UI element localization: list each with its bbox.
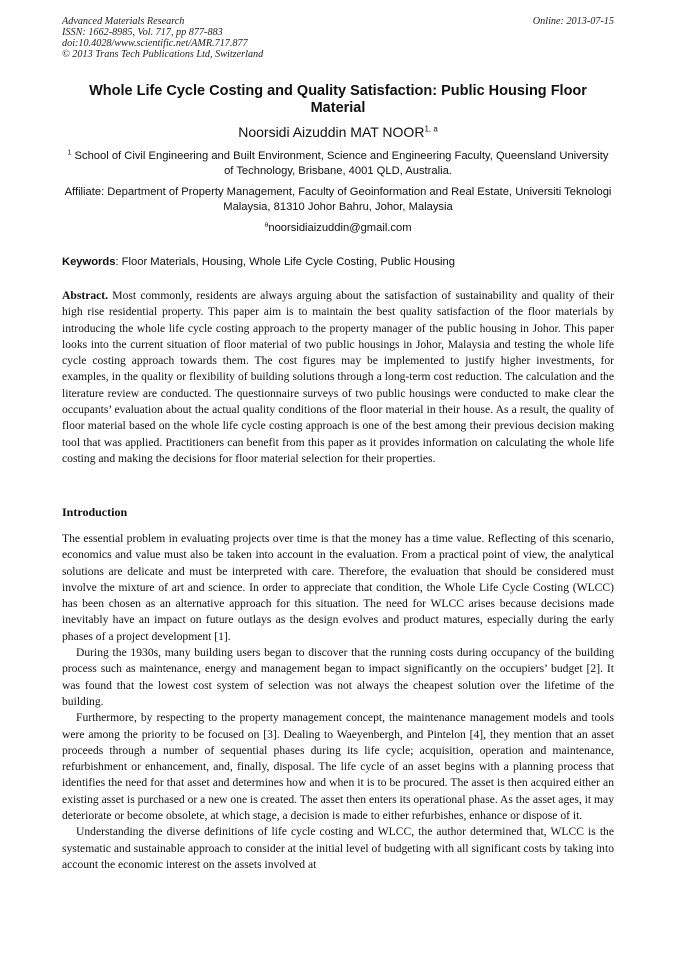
email-line (62, 221, 614, 236)
journal-issn: ISSN: 1662-8985, Vol. 717, pp 877-883 (62, 27, 223, 38)
introduction-heading: Introduction (62, 505, 128, 519)
abstract-text: Most commonly, residents are always arguing about the satisfaction of sustainability and quality of their high rise residential property. This paper aim is to maintain the best quality satisfaction of the floor materials by introducing the whole life cycle costing approach to the property manager of the public housing in Johor. This paper looks into the current situation of floor material of two public housings in Johor, Malaysia and testing the whole life cycle costing approach towards them. The cost figures may be implemented to justify higher investments, for examples, in the quality or flexibility of building solutions through a long-term cost reduction. The calculation and the literature review are conducted. The questionnaire surveys of two public housings were conducted to make clear the occupants’ evaluation about the actual quality conditions of the floor material in their house. As a result, the quality of floor material based on the whole life cycle costing approach is one of the best among their previous decision making tool that was applied. Practitioners can benefit from this paper as it provides information on calculating the whole life costing and making the decisions for floor material selection for their properties. (62, 289, 614, 465)
intro-paragraph: Furthermore, by respecting to the property management concept, the maintenance management models and tools were among the priority to be focused on [3]. Dealing to Waeyenbergh, and Pintelon [4], they mention that an asset proceeds through a number of sequential phases during its life cycle; acquisition, operation and maintenance, refurbishment or enhancement, and, finally, disposal. The life cycle of an asset begins with a planning process that identifies the need for that asset and determines how and when it is to be procured. The asset is then acquired either an existing asset is purchased or a new one is created. The asset then enters its operational phase. As the asset ages, it may deteriorate or become obsolete, at which stage, a decision is made to either refurbishes, enhance or dispose of it. (62, 711, 614, 823)
keywords-text: : Floor Materials, Housing, Whole Life Cycle Costing, Public Housing (115, 256, 455, 268)
author-line (62, 124, 614, 140)
intro-paragraph: The essential problem in evaluating projects over time is that the money has a time value. Reflecting of this scenario, economics and value must also be taken into account in the evaluation. From a practical point of view, the analytical solutions are delicate and must be interpreted with care. Therefore, the evaluation that should be considered must involve the mixture of art and science. In order to appreciate that condition, the Whole Life Cycle Costing (WLCC) has been chosen as an alternative approach for this situation. The need for WLCC arises because decisions made inevitably have an impact on future outlays as the design evolves and product matures, especially during the early phases of a project development [1]. (62, 532, 614, 643)
author-superscript: 1, a (424, 124, 438, 134)
abstract-label: Abstract. (62, 289, 109, 302)
affiliation-2: Affiliate: Department of Property Management, Faculty of Geoinformation and Real Estate, Universiti Teknologi Malaysia, 81310 Johor Bahru, Johor, Malaysia (64, 186, 612, 213)
keywords-label: Keywords (62, 256, 116, 268)
affiliation-1-text: School of Civil Engineering and Built Environment, Science and Engineering Faculty, Queensland University of Technology, Brisbane, 4001 QLD, Australia. (74, 150, 609, 177)
intro-paragraph: During the 1930s, many building users began to discover that the running costs during occupancy of the building process such as maintenance, energy and management began to impact significantly on the occupiers’ budget [2]. It was found that the lowest cost system of selection was not always the cheapest solution over the lifetime of the building. (62, 646, 614, 708)
intro-paragraph: Understanding the diverse definitions of life cycle costing and WLCC, the author determined that, WLCC is the systematic and sustainable approach to consider at the initial level of budgeting with all significant costs by taking into account the economic interest on the assets involved at (62, 825, 614, 871)
author-email: noorsidiaizuddin@gmail.com (268, 222, 412, 234)
journal-header (62, 16, 263, 60)
paper-title: Whole Life Cycle Costing and Quality Satisfaction: Public Housing Floor Material (89, 83, 587, 116)
email-marker: a (264, 221, 269, 229)
affiliation-1 (62, 149, 614, 179)
journal-name: Advanced Materials Research (62, 16, 185, 27)
keywords (62, 255, 614, 270)
online-date: Online: 2013-07-15 (532, 16, 614, 27)
introduction-body (62, 531, 614, 873)
author-name: Noorsidi Aizuddin MAT NOOR (238, 124, 425, 140)
abstract (62, 288, 614, 467)
journal-copyright: © 2013 Trans Tech Publications Ltd, Switzerland (62, 49, 264, 60)
affiliation-1-marker: 1 (67, 149, 72, 157)
journal-doi: doi:10.4028/www.scientific.net/AMR.717.877 (62, 38, 248, 49)
